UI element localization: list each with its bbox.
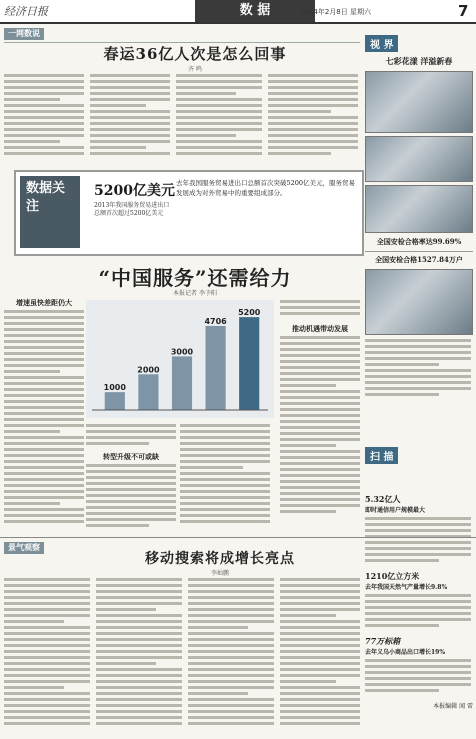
chart-value-label: 2000 [137,365,160,375]
chart-value-label: 4706 [204,316,227,326]
scan-label: 扫 描 [365,447,398,464]
column-label: 一网数说 [4,28,44,40]
chart-bar [105,392,125,410]
chart-value-label: 1000 [103,383,126,393]
scan-panel [365,445,473,735]
chart-value-label: 5200 [238,308,261,318]
article-text [268,74,358,166]
article-author: 齐 鸣 [188,66,202,73]
article-text [4,578,90,734]
scan-big-number: 5.32亿人 [365,494,401,504]
scan-text [365,659,471,701]
article-text [4,310,84,532]
scan-item-title: 去年义乌小商品出口增长19% [365,649,446,656]
chart-value-label: 3000 [170,347,194,357]
article-text [280,578,360,734]
article-text [86,464,176,532]
masthead [0,0,476,24]
section-divider [0,537,476,538]
sidebar-caption: 全国安检合格率达99.69% [376,237,462,246]
sidebar-label: 视 界 [365,35,398,52]
article-text [86,424,176,450]
photo [365,269,473,335]
article-title: 春运36亿人次是怎么回事 [103,45,287,63]
editor-credit: 本报编辑 闻 雷 [433,703,473,710]
scan-item-title: 即时通信用户规模最大 [365,507,426,514]
main-headline: “中国服务”还需给力 [98,266,292,290]
sidebar-subtitle: 全国安检合格1527.84万户 [365,251,473,265]
article-title: 移动搜索将成增长亮点 [145,551,295,567]
article-text [4,74,84,166]
article-text [180,424,270,532]
subheading: 转型升级不可或缺 [103,452,159,461]
lead-paragraph: 去年我国服务贸易进出口总额首次突破5200亿美元，服务贸易发展成为对外贸易中的重要组成部分。 [176,179,356,197]
section-title: 数 据 [195,0,315,22]
paper-logo: 经济日报 [4,5,48,18]
scan-big-number: 1210亿立方米 [365,571,420,581]
scan-big-number: 77万标箱 [365,636,401,646]
chart-bar [138,374,158,410]
article-text [280,300,360,322]
column-label: 景气观察 [4,542,44,554]
subheading: 增速虽快差距仍大 [16,298,72,307]
article-text [90,74,170,166]
page-number: 7 [458,2,469,20]
scan-text [365,594,471,636]
sidebar [365,33,473,431]
article-text [188,578,274,734]
photo [365,71,473,133]
chart-bar [172,356,192,410]
column-header [4,28,360,43]
scan-text [365,517,471,571]
bar-chart [86,300,274,418]
main-author: 本报记者 李予阳 [173,290,217,297]
headline-caption: 2013年我国服务贸易进出口总额首次超过5200亿美元 [94,202,170,217]
article-text [96,578,182,734]
photo [365,136,473,182]
photo [365,185,473,233]
article-text [176,74,262,166]
data-focus-box [14,170,364,256]
brush-title: 数据关注 [20,176,80,248]
chart-bar [239,317,259,410]
sidebar-title: 七彩花漾 洋溢新春 [385,56,453,66]
subheading: 推动机遇带动发展 [292,324,348,333]
scan-item-title: 去年我国天然气产量增长9.8% [365,584,448,591]
chart-bar [206,326,226,410]
article-author: 李灿鹏 [210,570,229,577]
sidebar-text [365,339,471,399]
article-text [280,336,360,532]
headline-number: 5200亿美元 [94,183,175,199]
issue-date: 2014年2月8日 星期六 [300,8,371,16]
